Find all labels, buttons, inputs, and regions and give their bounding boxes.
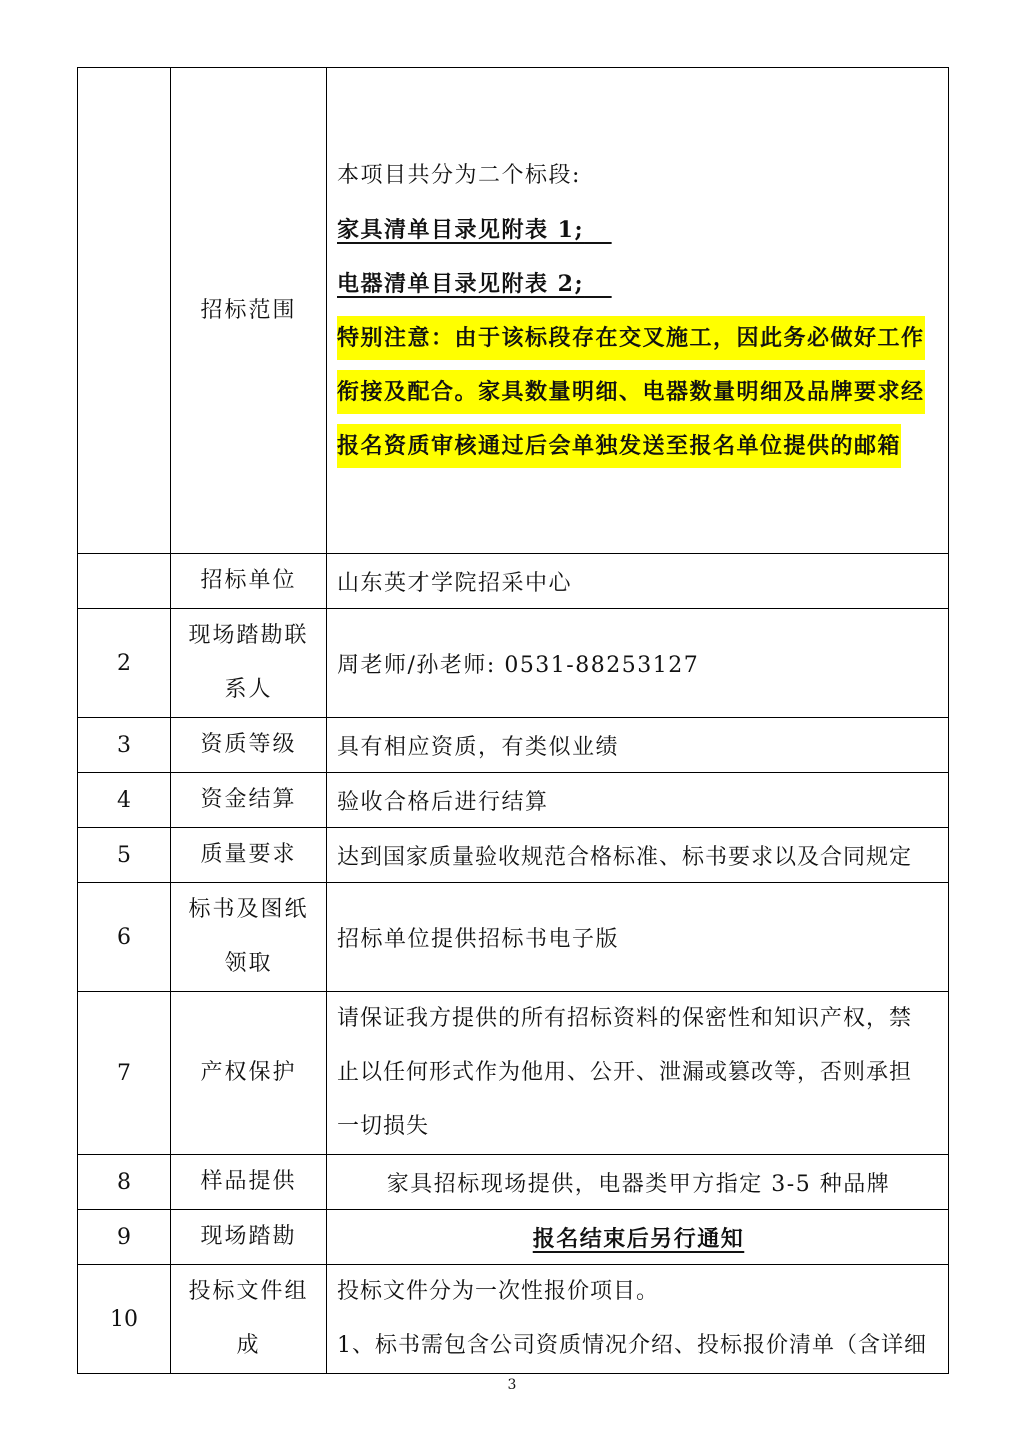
item-cell: 产权保护 — [171, 992, 327, 1155]
content-cell: 周老师/孙老师: 0531-88253127 — [327, 609, 949, 718]
content-cell: 招标单位提供招标书电子版 — [327, 883, 949, 992]
table-row — [78, 718, 949, 773]
scope-line-2: 家具清单目录见附表 1; — [337, 216, 585, 243]
content-cell — [327, 1210, 949, 1265]
table-row — [78, 609, 949, 718]
row-number-cell: 5 — [78, 828, 171, 883]
item-cell: 现场踏勘 — [171, 1210, 327, 1265]
row-number-cell: 2 — [78, 609, 171, 718]
scope-line-1: 本项目共分为二个标段: — [337, 162, 581, 188]
table-row — [78, 883, 949, 992]
item-cell: 标书及图纸 领取 — [171, 883, 327, 992]
table-row — [78, 68, 949, 554]
item-cell: 资质等级 — [171, 718, 327, 773]
table-row — [78, 1210, 949, 1265]
table-row — [78, 773, 949, 828]
content-cell: 具有相应资质，有类似业绩 — [327, 718, 949, 773]
content-cell: 家具招标现场提供，电器类甲方指定 3-5 种品牌 — [327, 1155, 949, 1210]
table-row — [78, 1265, 949, 1374]
item-cell: 投标文件组 成 — [171, 1265, 327, 1374]
row-number-cell: 3 — [78, 718, 171, 773]
item-cell: 样品提供 — [171, 1155, 327, 1210]
item-cell: 招标单位 — [171, 554, 327, 609]
table-row — [78, 992, 949, 1155]
highlighted-notice-line-1: 特别注意：由于该标段存在交叉施工，因此务必做好工作 — [337, 316, 925, 360]
bid-info-table — [77, 67, 949, 1374]
row-number-cell: 9 — [78, 1210, 171, 1265]
page-number: 3 — [507, 1377, 517, 1393]
row-number-cell: 7 — [78, 992, 171, 1155]
row-number-cell: 8 — [78, 1155, 171, 1210]
content-cell: 山东英才学院招采中心 — [327, 554, 949, 609]
highlighted-notice-line-3: 报名资质审核通过后会单独发送至报名单位提供的邮箱 — [337, 424, 901, 468]
site-visit-notice: 报名结束后另行通知 — [532, 1225, 745, 1252]
table-row — [78, 1155, 949, 1210]
table-row — [78, 554, 949, 609]
content-cell: 达到国家质量验收规范合格标准、标书要求以及合同规定 — [327, 828, 949, 883]
item-cell: 质量要求 — [171, 828, 327, 883]
row-number-cell — [78, 68, 171, 554]
highlighted-notice-line-2: 衔接及配合。家具数量明细、电器数量明细及品牌要求经 — [337, 370, 925, 414]
content-cell: 验收合格后进行结算 — [327, 773, 949, 828]
row-number-cell: 4 — [78, 773, 171, 828]
row-number-cell: 6 — [78, 883, 171, 992]
row-number-cell — [78, 554, 171, 609]
scope-content — [327, 68, 949, 554]
item-cell: 招标范围 — [171, 68, 327, 554]
item-cell: 现场踏勘联 系人 — [171, 609, 327, 718]
scope-line-3: 电器清单目录见附表 2; — [337, 270, 585, 297]
item-cell: 资金结算 — [171, 773, 327, 828]
content-cell: 请保证我方提供的所有招标资料的保密性和知识产权，禁 止以任何形式作为他用、公开、泄漏或篡改等，否则承担 一切损失 — [327, 992, 949, 1155]
table-row — [78, 828, 949, 883]
content-cell: 投标文件分为一次性报价项目。 1、标书需包含公司资质情况介绍、投标报价清单（含详细 — [327, 1265, 949, 1374]
row-number-cell: 10 — [78, 1265, 171, 1374]
